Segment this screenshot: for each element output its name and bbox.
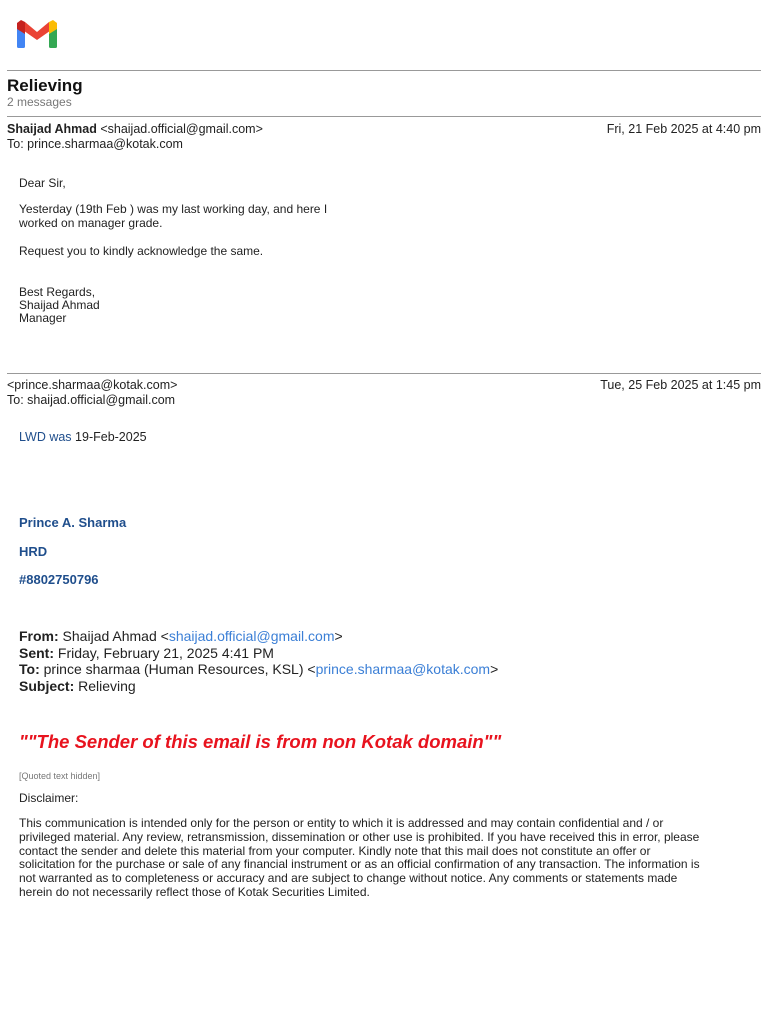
message-1-greeting: Dear Sir, [19, 176, 66, 190]
forward-from [19, 628, 498, 645]
sender-name: Shaijad Ahmad [7, 122, 97, 136]
value: Shaijad Ahmad < [58, 628, 169, 644]
disclaimer-line: contact the sender and delete this material from your computer. Kindly note that this mail does not constitute an offer or [19, 843, 651, 858]
message-1-from [7, 122, 263, 136]
signature-phone: #8802750796 [19, 572, 99, 587]
message-1-line: Yesterday (19th Feb ) was my last working day, and here I [19, 202, 328, 216]
label: From: [19, 628, 59, 644]
message-1-line: Request you to kindly acknowledge the same. [19, 244, 264, 258]
thread-subject: Relieving [7, 76, 83, 95]
label: To: [19, 661, 40, 677]
label: Subject: [19, 677, 75, 694]
signature-line: Shaijad Ahmad [19, 298, 100, 312]
value: > [334, 628, 343, 644]
forward-header [19, 628, 498, 694]
gmail-logo-icon [16, 18, 58, 50]
message-2-date: Tue, 25 Feb 2025 at 1:45 pm [600, 378, 761, 392]
lwd-value: 19-Feb-2025 [71, 430, 147, 444]
signature-line: Manager [19, 311, 67, 325]
disclaimer-line: herein do not necessarily reflect those of Kotak Securities Limited. [19, 884, 370, 899]
message-1-to: To: prince.sharmaa@kotak.com [7, 137, 183, 151]
signature-dept: HRD [19, 544, 48, 559]
lwd-label: LWD was [19, 430, 72, 444]
quoted-text-hidden[interactable]: [Quoted text hidden] [19, 771, 101, 781]
signature-line: Best Regards, [19, 285, 96, 299]
disclaimer-line: not warranted as to completeness or accuracy and are subject to change without notice. Any comments or statements made [19, 871, 678, 886]
message-1-date: Fri, 21 Feb 2025 at 4:40 pm [606, 122, 761, 136]
sender-email: <shaijad.official@gmail.com> [100, 122, 263, 136]
forward-subject [19, 678, 498, 695]
disclaimer-text [19, 817, 749, 900]
email-link[interactable]: prince.sharmaa@kotak.com [315, 661, 491, 677]
value: Friday, February 21, 2025 4:41 PM [54, 644, 274, 661]
signature-name: Prince A. Sharma [19, 515, 127, 530]
divider [7, 116, 761, 117]
value: > [490, 661, 499, 677]
message-1-line: worked on manager grade. [19, 216, 163, 230]
disclaimer-label: Disclaimer: [19, 791, 79, 805]
lwd-line [19, 431, 147, 445]
disclaimer-line: solicitation for the purchase or sale of any financial instrument or as an official confirmation of any transaction. The information is [19, 857, 700, 872]
email-link[interactable]: shaijad.official@gmail.com [168, 628, 335, 644]
forward-sent [19, 645, 498, 662]
external-sender-warning: ""The Sender of this email is from non Kotak domain"" [19, 731, 502, 752]
disclaimer-line: This communication is intended only for the person or entity to which it is addressed and may contain confidential and / or [19, 816, 664, 830]
value: prince sharmaa (Human Resources, KSL) < [39, 661, 316, 677]
divider [7, 70, 761, 71]
label: Sent: [19, 644, 54, 661]
value: Relieving [74, 677, 136, 694]
disclaimer-line: privileged material. Any review, retransmission, dissemination or other use is prohibited. If you have received this in error, please [19, 829, 700, 844]
divider [7, 373, 761, 374]
forward-to [19, 661, 498, 678]
message-2-to: To: shaijad.official@gmail.com [7, 393, 176, 407]
message-count: 2 messages [7, 95, 72, 109]
message-2-from: <prince.sharmaa@kotak.com> [7, 378, 178, 392]
